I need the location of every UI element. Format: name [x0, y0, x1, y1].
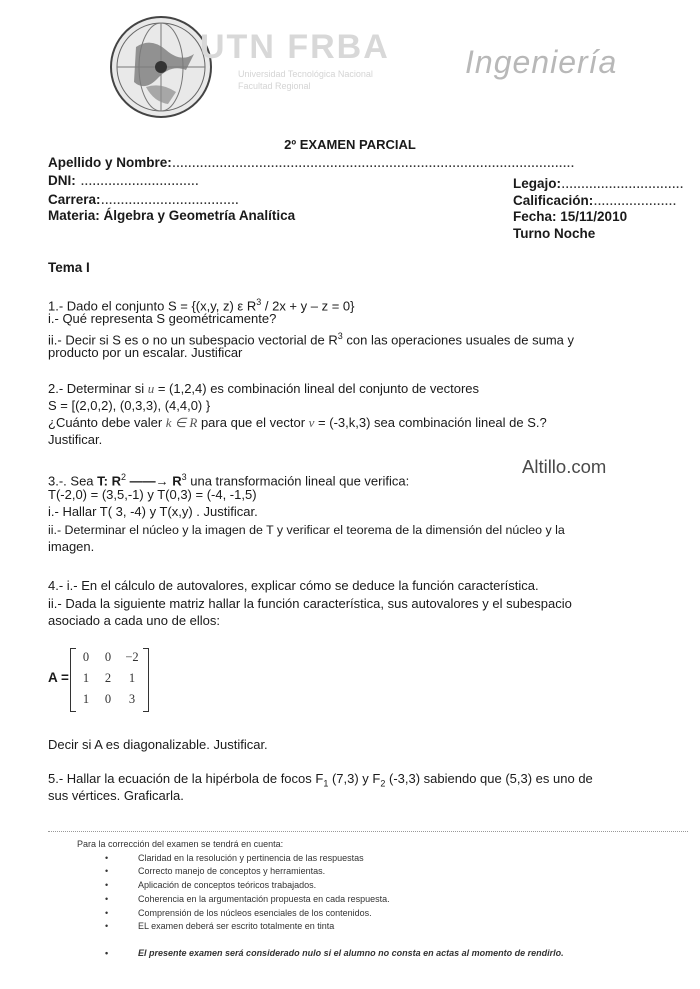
matrix-cell: 1 — [82, 671, 90, 685]
matrix-a — [48, 648, 168, 712]
logo-subtitle: Universidad Tecnológica Nacional Facultad Regional — [238, 69, 373, 91]
q3-item-ii: ii.- Determinar el núcleo y la imagen de T y verificar el teorema de la dimensión del núcleo y la — [48, 523, 565, 537]
exam-title: 2º EXAMEN PARCIAL — [284, 137, 416, 152]
name-field: Apellido y Nombre:...................................................................................................... — [48, 154, 575, 171]
career-field: Carrera:................................... — [48, 191, 239, 208]
q1-statement: 1.- Dado el conjunto S = {(x,y, z) ε $R^3 / 2x + y - z = 0$} — [48, 297, 355, 314]
q3-item-i: i.- Hallar T( 3, -4) y T(x,y) . Justificar. — [48, 504, 258, 519]
q3-statement: 3.-. Sea T: $R^2$ ——→ $R^3$ una transformación lineal que verifica: — [48, 472, 410, 489]
brand-ingenieria: Ingeniería — [465, 44, 618, 80]
q4-item-ii: ii.- Dada la siguiente matriz hallar la función característica, sus autovalores y el subespacio — [48, 596, 572, 611]
q2-justify: Justificar. — [48, 432, 103, 447]
dni-field: DNI: .............................. — [48, 172, 199, 189]
criteria-item: • EL examen deberá ser escrito totalmente en tinta — [105, 921, 335, 931]
criteria-item: • Comprensión de los núcleos esenciales de los contenidos. — [105, 908, 372, 918]
criteria-intro: Para la corrección del examen se tendrá en cuenta: — [77, 839, 284, 849]
subject-field: Materia: Álgebra y Geometría Analítica — [48, 208, 296, 223]
criteria-item: • Claridad en la resolución y pertinencia de las respuestas — [105, 853, 364, 863]
matrix-cell: 0 — [104, 692, 112, 706]
logo-text: UTN FRBA — [200, 28, 390, 66]
separator — [48, 831, 688, 832]
q3-conditions: T(-2,0) = (3,5,-1) y T(0,3) = (-4, -1,5) — [48, 487, 257, 502]
q4-item-i: 4.- i.- En el cálculo de autovalores, explicar cómo se deduce la función característica. — [48, 578, 539, 593]
matrix-cell: 3 — [128, 692, 136, 706]
q5-cont: sus vértices. Graficarla. — [48, 788, 184, 803]
q4-diagonalizable: Decir si A es diagonalizable. Justificar. — [48, 737, 268, 752]
matrix-label: A = — [48, 670, 69, 685]
q1-item-ii: ii.- Decir si S es o no un subespacio vectorial de $R^3$ con las operaciones usuales de suma y — [48, 331, 575, 348]
criteria-item: • Correcto manejo de conceptos y herramientas. — [105, 866, 326, 876]
q1-item-i: i.- Qué representa S geométricamente? — [48, 311, 277, 326]
fecha-field: Fecha: 15/11/2010 — [513, 209, 628, 224]
q2-question: ¿Cuánto debe valer k ∈ R para que el vector v = (-3,k,3) sea combinación lineal de S.? — [48, 415, 547, 430]
matrix-cell: 0 — [104, 650, 112, 664]
q4-item-ii-cont: asociado a cada uno de ellos: — [48, 613, 221, 628]
matrix-cell: 2 — [104, 671, 112, 685]
legajo-field: Legajo:............................... — [513, 175, 684, 192]
nullity-notice: • El presente examen será considerado nulo si el alumno no consta en actas al momento de rendirlo. — [105, 948, 564, 958]
q1-item-ii-cont: producto por un escalar. Justificar — [48, 345, 243, 360]
turno-field: Turno Noche — [513, 226, 596, 241]
q2-statement: 2.- Determinar si u = (1,2,4) es combinación lineal del conjunto de vectores — [48, 381, 480, 396]
matrix-cell: 1 — [82, 692, 90, 706]
calificacion-field: Calificación:..................... — [513, 192, 677, 209]
matrix-cell: 0 — [82, 650, 90, 664]
altillo-watermark: Altillo.com — [522, 456, 607, 477]
criteria-item: • Aplicación de conceptos teóricos trabajados. — [105, 880, 317, 890]
matrix-cell: −2 — [125, 650, 139, 664]
criteria-item: • Coherencia en la argumentación propuesta en cada respuesta. — [105, 894, 390, 904]
q2-set: S = [(2,0,2), (0,3,3), (4,4,0) } — [48, 398, 211, 413]
q3-item-ii-cont: imagen. — [48, 539, 95, 554]
matrix-cell: 1 — [128, 671, 136, 685]
q5-statement: 5.- Hallar la ecuación de la hipérbola de focos $F_1$ (7,3) y $F_2$ (-3,3) sabiendo que (5,3) es uno de — [48, 771, 593, 789]
tema-heading: Tema I — [48, 260, 90, 275]
